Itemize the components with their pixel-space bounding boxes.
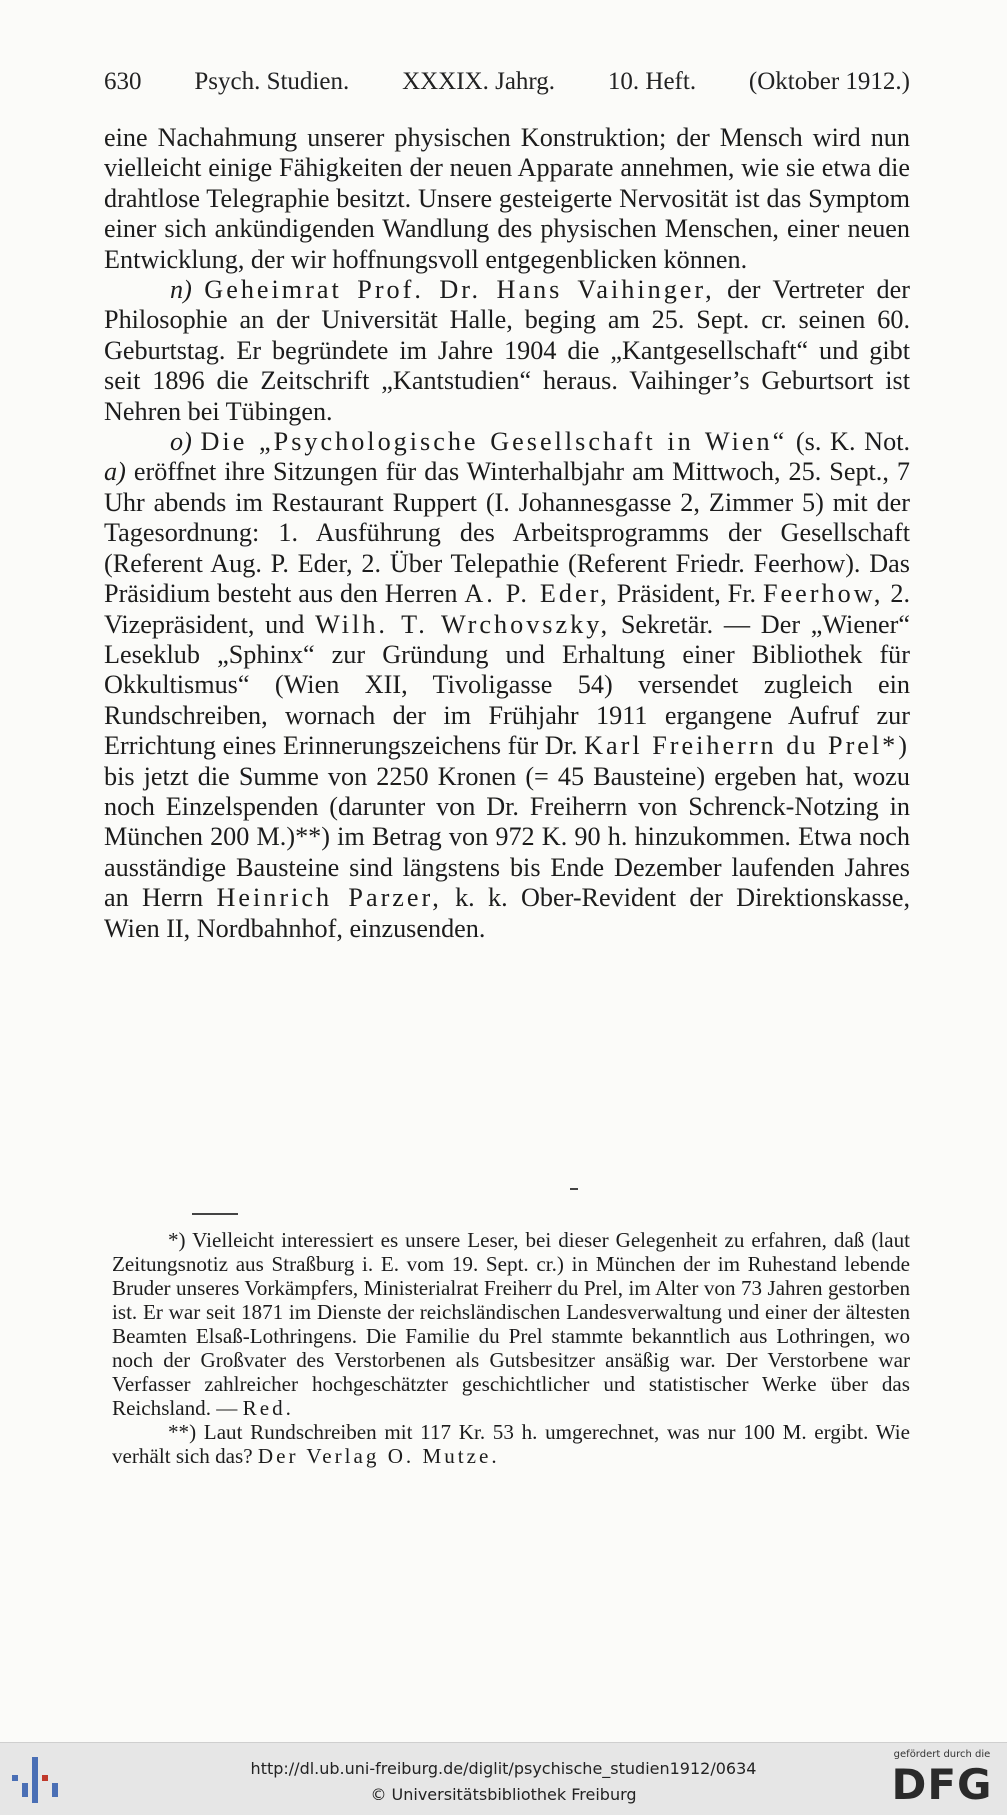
footnote-1 (112, 1228, 910, 1420)
viewer-footer (0, 1742, 1007, 1815)
person-parzer: Heinrich Parzer, (216, 883, 442, 913)
paragraph-o-text-6: bis jetzt die Summe von 2250 Kronen (= 45 Bausteine) ergeben hat, wozu noch Einzelspenden (darunter von Dr. Freiherrn von Schrenck-Notzing in München 200 M.)**) im Betrag von 972 K. 90 h. hinzukommen. Etwa noch ausständige Bausteine sind längstens bis Ende Dezember laufenden Jahres an Herrn (104, 761, 910, 913)
footnote-divider (192, 1213, 238, 1215)
person-wrchovszky: Wilh. T. Wrchovszky, (315, 609, 611, 639)
paragraph-n-text: der Vertreter der Philosophie an der Universität Halle, beging am 25. Sept. cr. seinen 60. Geburtstag. Er begründete im Jahre 1904 die „Kantgesellschaft“ und gibt seit 1896 die Zeitschrift „Kantstudien“ heraus. Vaihinger’s Geburtsort ist Nehren bei Tübingen. (104, 275, 910, 426)
issue-date: (Oktober 1912.) (748, 68, 910, 95)
paragraph-o-text-2: eröffnet ihre Sitzungen für das Winterhalbjahr am Mittwoch, 25. Sept., 7 Uhr abends im Restaurant Ruppert (I. Johannesgasse 2, Zimmer 5) mit der Tagesordnung: 1. Ausführung des Arbeitsprogramms der Gesellschaft (Referent Aug. P. Eder, 2. Über Telepathie (Referent Friedr. Feerhow). Das Präsidium besteht aus den Herren (104, 457, 911, 609)
paragraph-continuation: eine Nachahmung unserer physischen Konstruktion; der Mensch wird nun vielleicht einige Fähigkeiten der neuen Apparate annehmen, wie sie etwa die drahtlose Telegraphie besitzt. Unsere gesteigerte Nervosität ist das Symptom einer sich ankündigenden Wandlung des physischen Menschen, einer neuen Entwicklung, der wir hoffnungsvoll entgegenblicken können. (104, 123, 910, 274)
paragraph-o-text-5: Sekretär. — Der „Wiener“ Leseklub „Sphinx“ zur Gründung und Erhaltung einer Bibliothek für Okkultismus“ (Wien XII, Tivoligasse 54) versendet zugleich ein Rundschreiben, wornach der im Frühjahr 1911 ergangene Aufruf zur Errichtung eines Erinnerungszeichens für Dr. (104, 609, 911, 761)
paragraph-o-text-4: 2. Vizepräsident, und (104, 579, 911, 639)
person-du-prel: Karl Freiherrn du Prel*) (584, 731, 910, 761)
main-text (104, 123, 910, 944)
volume-year: XXXIX. Jahrg. (402, 68, 556, 95)
copyright-notice: © Universitätsbibliothek Freiburg (370, 1785, 637, 1804)
dfg-caption: gefördert durch die (893, 1749, 991, 1760)
footnotes (112, 1228, 910, 1468)
person-eder: A. P. Eder, (464, 579, 610, 609)
running-header (104, 68, 910, 96)
dfg-wordmark: DFG (891, 1760, 993, 1809)
paragraph-n (104, 275, 910, 427)
permalink-url[interactable]: http://dl.ub.uni-freiburg.de/diglit/psychische_studien1912/0634 (250, 1759, 757, 1778)
person-vaihinger: Geheimrat Prof. Dr. Hans Vaihinger, (204, 275, 715, 305)
footnote-1-signature: Red. (242, 1396, 294, 1420)
item-label-o: o) (170, 427, 192, 457)
footnote-1-text: *) Vielleicht interessiert es unsere Leser, bei dieser Gelegenheit zu erfahren, daß (laut Zeitungsnotiz aus Straßburg i. E. vom 19. Sept. cr.) in München der im Ruhestand lebende Bruder unseres Vorkämpfers, Ministerialrat Freiherr du Prel, im Alter von 73 Jahren gestorben ist. Er war seit 1871 im Dienste der reichsländischen Landesverwaltung und einer der ältesten Beamten Elsaß-Lothringens. Die Familie du Prel stammte bekanntlich aus Lothringen, wo noch der Großvater des Verstorbenen als Gutsbesitzer ansäßig war. Der Verstorbene war Verfasser zahlreicher hochgeschätzter geschichtlicher und statistischer Werke über das Reichsland. — (112, 1228, 910, 1420)
paragraph-o (104, 427, 910, 944)
footnote-2-signature: Der Verlag O. Mutze. (257, 1444, 500, 1468)
section-divider (570, 1188, 578, 1190)
journal-title: Psych. Studien. (194, 68, 350, 95)
paragraph-o-text-3: Präsident, Fr. (616, 579, 757, 609)
person-feerhow: Feerhow, (762, 579, 884, 609)
footnote-2-text: **) Laut Rundschreiben mit 117 Kr. 53 h. umgerechnet, was nur 100 M. ergibt. Wie verhält sich das? (112, 1420, 910, 1468)
society-name: Die „Psychologische Gesellschaft in Wien“ (200, 427, 788, 457)
footnote-2 (112, 1420, 910, 1468)
paragraph-o-text-1: (s. K. Not. (795, 427, 911, 457)
paragraph-o-text-7: k. k. Ober-Revident der Direktionskasse, Wien II, Nordbahnhof, einzusenden. (104, 883, 910, 943)
page-number: 630 (104, 68, 142, 95)
issue-number: 10. Heft. (607, 68, 697, 95)
item-label-n: n) (170, 275, 192, 305)
cross-reference: a) (104, 457, 126, 487)
dfg-logo (884, 1749, 1000, 1811)
